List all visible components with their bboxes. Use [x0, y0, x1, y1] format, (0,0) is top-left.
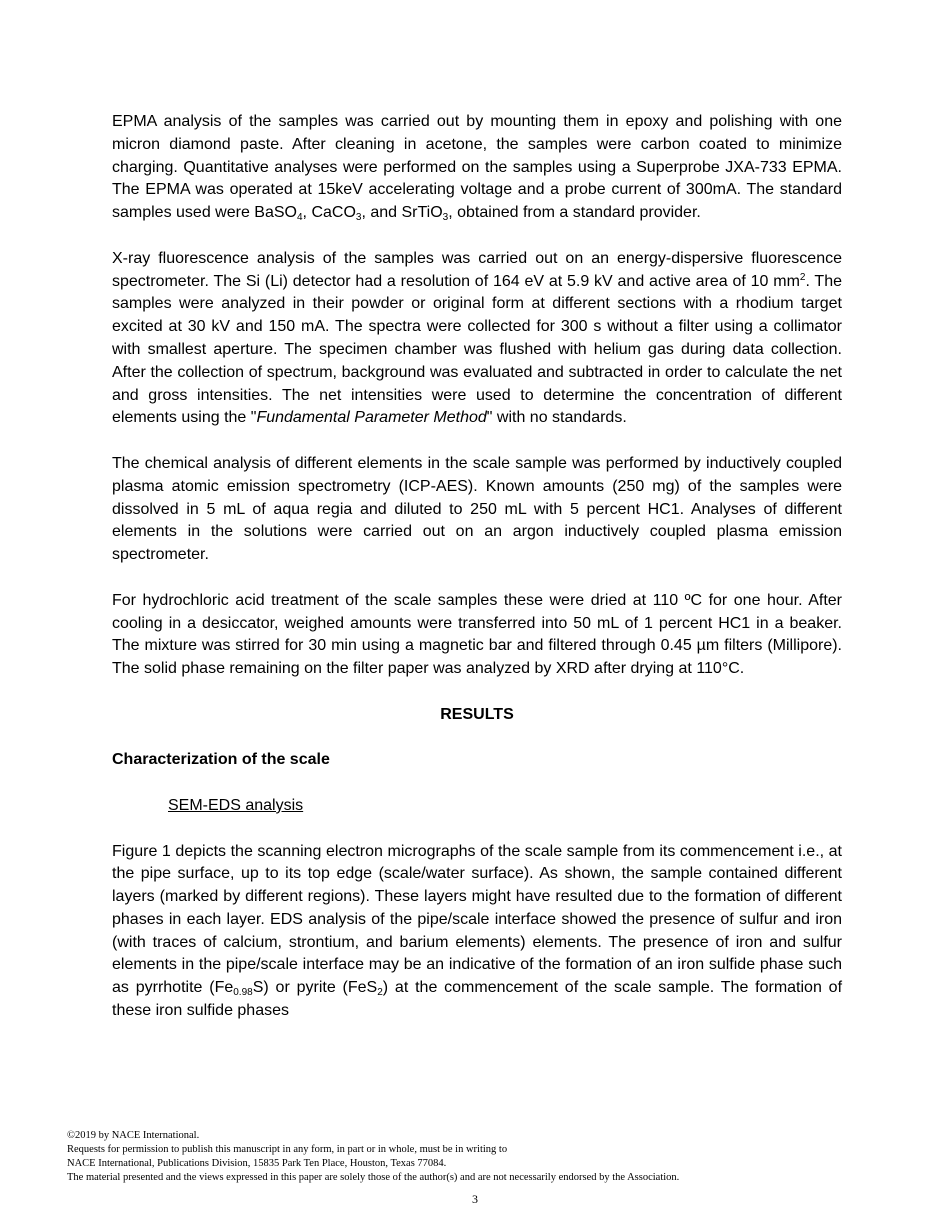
- footer-line: ©2019 by NACE International.: [67, 1130, 200, 1141]
- page-number: 3: [472, 1192, 478, 1206]
- footer-line: Requests for permission to publish this manuscript in any form, in part or in whole, must be in writing to: [67, 1144, 508, 1155]
- subscript: 2: [377, 987, 383, 999]
- section-heading-results: RESULTS: [440, 705, 514, 723]
- text-span: S) or pyrite (FeS: [252, 979, 378, 997]
- subscript: 4: [296, 212, 303, 224]
- text-span: EPMA analysis of the samples was carried out by mounting them in epoxy and polishing with one micron diamond paste. After cleaning in acetone, the samples were carbon coated to minimize charging. Quantitative analyses were performed on the samples using a Superprobe JXA-733 EPMA. The EPMA was operated at 15keV accelerating voltage and a probe current of 300mA. The standard samples used were BaSO: [112, 113, 842, 222]
- subsubsection-heading-sem-eds: SEM-EDS analysis: [168, 796, 304, 814]
- text-span: Figure 1 depicts the scanning electron micrographs of the scale sample from its commencement i.e., at the pipe surface, up to its top edge (scale/water surface). As shown, the sample contained different layers (marked by different regions). These layers might have resulted due to the formation of different phases in each layer. EDS analysis of the pipe/scale interface showed the presence of sulfur and iron (with traces of calcium, strontium, and barium elements) elements. The presence of iron and sulfur elements in the pipe/scale interface may be an indicative of the formation of an iron sulfide phase such as pyrrhotite (Fe: [112, 842, 842, 997]
- paragraph-hcl-treatment: For hydrochloric acid treatment of the scale samples these were dried at 110 ºC for one hour. After cooling in a desiccator, weighed amounts were transferred into 50 mL of 1 percent HC1 in a beaker. The mixture was stirred for 30 min using a magnetic bar and filtered through 0.45 µm filters (Millipore). The solid phase remaining on the filter paper was analyzed by XRD after drying at 110°C.: [112, 591, 842, 678]
- text-span: ) at the commencement of the scale sample. The formation of these iron sulfide phases: [112, 979, 843, 1020]
- body-text: [112, 111, 842, 1046]
- text-span: , obtained from a standard provider.: [448, 204, 701, 222]
- paragraph-epma: [112, 111, 842, 225]
- paragraph-icp-aes: The chemical analysis of different elements in the scale sample was performed by inductively coupled plasma atomic emission spectrometry (ICP-AES). Known amounts (250 mg) of the samples were dissolved in 5 mL of aqua regia and diluted to 250 mL with 5 percent HC1. Analyses of different elements in the solutions were carried out on an argon inductively coupled plasma emission spectrometer.: [112, 454, 842, 564]
- text-span: , CaCO: [302, 204, 356, 222]
- paragraph-xrf: [112, 248, 842, 430]
- footer-line: The material presented and the views expressed in this paper are solely those of the author(s) and are not necessarily endorsed by the Association.: [67, 1172, 680, 1183]
- copyright-footer: [67, 1129, 867, 1185]
- footer-line: NACE International, Publications Division, 15835 Park Ten Place, Houston, Texas 77084.: [67, 1158, 447, 1169]
- subsection-heading-characterization: Characterization of the scale: [112, 751, 330, 769]
- subscript: 3: [442, 212, 449, 224]
- text-span: X-ray fluorescence analysis of the samples was carried out on an energy-dispersive fluorescence spectrometer. The Si (Li) detector had a resolution of 164 eV at 5.9 kV and active area of 10 mm: [112, 249, 842, 290]
- text-span: " with no standards.: [486, 409, 627, 427]
- subscript: 3: [355, 212, 362, 224]
- text-span: . The samples were analyzed in their powder or original form at different sections with a rhodium target excited at 30 kV and 150 mA. The spectra were collected for 300 s without a filter using a collimator with smallest aperture. The specimen chamber was flushed with helium gas during data collection. After the collection of spectrum, background was evaluated and subtracted in order to calculate the net and gross intensities. The net intensities were used to determine the concentration of different elements using the ": [112, 272, 843, 427]
- italic-term: Fundamental Parameter Method: [256, 409, 487, 427]
- superscript: 2: [799, 271, 806, 283]
- text-span: , and SrTiO: [361, 204, 443, 222]
- paragraph-figure1: [112, 841, 842, 1023]
- subscript: 0.98: [233, 987, 253, 999]
